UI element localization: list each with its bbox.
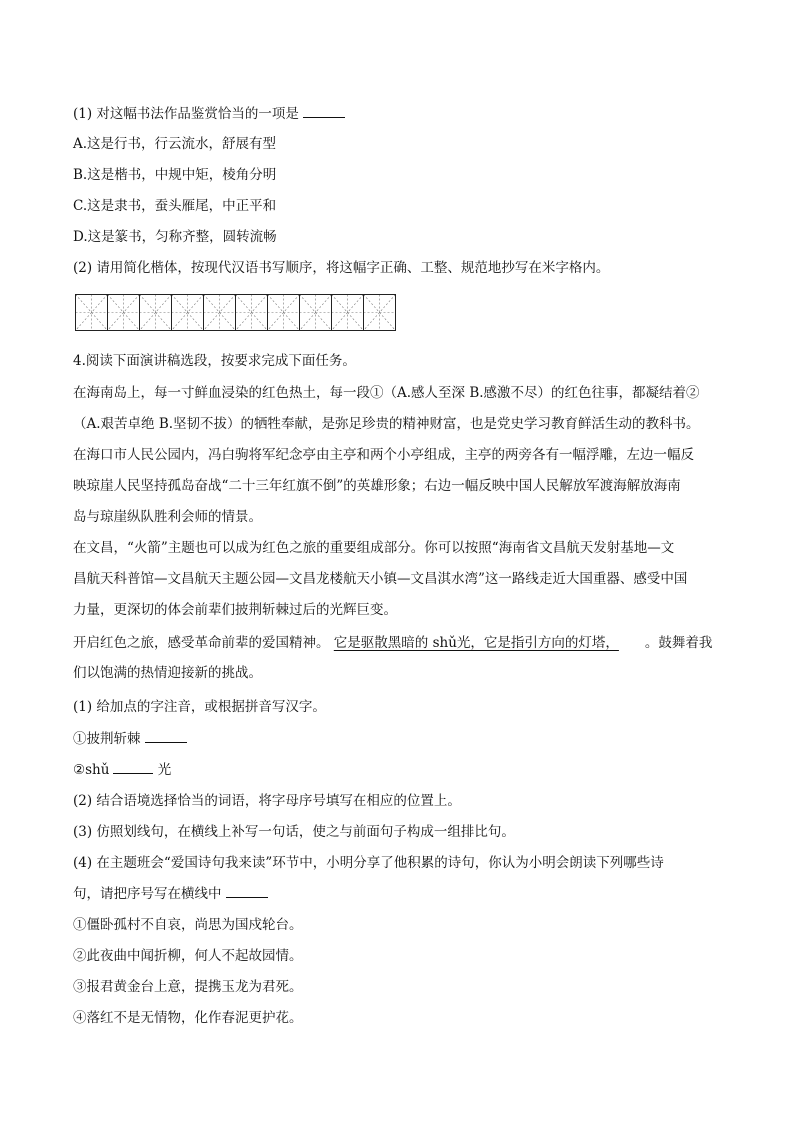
para2-line3: 力量，更深切的体会前辈们披荆斩棘过后的光辉巨变。 — [73, 602, 397, 618]
sub2-prompt: (2) 结合语境选择恰当的词语，将字母序号填写在相应的位置上。 — [73, 793, 461, 809]
para1-line2: （A.艰苦卓绝 B.坚韧不拔）的牺牲奉献，是弥足珍贵的精神财富，也是党史学习教育鲜活生动的教科书。 — [73, 416, 700, 432]
q3-part2: (2) 请用简化楷体，按现代汉语书写顺序，将这幅字正确、工整、规范地抄写在米字格内。 — [73, 260, 610, 276]
option-c: C.这是隶书，蚕头雁尾，中正平和 — [73, 198, 277, 214]
mizige-cell[interactable] — [364, 295, 396, 331]
sub4-prompt-line2 — [73, 884, 268, 904]
poem-3: ③报君黄金台上意，提携玉龙为君死。 — [73, 979, 303, 995]
q3-part1-text: (1) 对这幅书法作品鉴赏恰当的一项是 — [73, 106, 299, 122]
para3-text-a: 开启红色之旅，感受革命前辈的爱国精神。 — [73, 635, 330, 651]
sub1-item-a — [73, 729, 187, 749]
q4-title: 4.阅读下面演讲稿选段，按要求完成下面任务。 — [73, 353, 356, 369]
mizige-grid[interactable] — [75, 294, 397, 332]
mizige-cell[interactable] — [268, 295, 300, 331]
para3-line1 — [73, 633, 712, 653]
para3-line2: 们以饱满的热情迎接新的挑战。 — [73, 665, 262, 681]
para2-line1: 在文昌，“火箭”主题也可以成为红色之旅的重要组成部分。你可以按照“海南省文昌航天发射基地—文 — [73, 540, 675, 556]
sub1-item-b — [73, 760, 171, 780]
mizige-cell[interactable] — [204, 295, 236, 331]
mizige-cell[interactable] — [108, 295, 140, 331]
para1-line3: 在海口市人民公园内，冯白驹将军纪念亭由主亭和两个小亭组成，主亭的两旁各有一幅浮雕，左边一幅反 — [73, 447, 694, 463]
mizige-cell[interactable] — [76, 295, 108, 331]
para2-line2: 昌航天科普馆—文昌航天主题公园—文昌龙楼航天小镇—文昌淇水湾”这一路线走近大国重器、感受中国 — [73, 571, 688, 587]
sub1-item-b-pre: ②shǔ — [73, 762, 110, 778]
para1-line5: 岛与琼崖纵队胜利会师的情景。 — [73, 509, 262, 525]
sub1-item-a-text: ①披荆斩棘 — [73, 731, 141, 747]
answer-blank[interactable] — [303, 104, 345, 118]
poem-2: ②此夜曲中闻折柳，何人不起故园情。 — [73, 948, 303, 964]
answer-blank[interactable] — [226, 884, 268, 898]
mizige-cell[interactable] — [236, 295, 268, 331]
sub4-text: 句，请把序号写在横线中 — [73, 886, 222, 902]
sub1-item-b-post: 光 — [157, 762, 172, 778]
sub4-prompt-line1: (4) 在主题班会“爱国诗句我来读”环节中，小明分享了他积累的诗句，你认为小明会朗读下列哪些诗 — [73, 855, 664, 871]
underlined-sentence: 它是驱散黑暗的 shǔ光，它是指引方向的灯塔， — [333, 635, 619, 651]
option-d: D.这是篆书，匀称齐整，圆转流畅 — [73, 229, 277, 245]
sub3-prompt: (3) 仿照划线句，在横线上补写一句话，使之与前面句子构成一组排比句。 — [73, 824, 515, 840]
option-a: A.这是行书，行云流水，舒展有型 — [73, 136, 277, 152]
mizige-cell[interactable] — [332, 295, 364, 331]
answer-blank[interactable] — [145, 729, 187, 743]
poem-1: ①僵卧孤村不自哀，尚思为国戍轮台。 — [73, 917, 303, 933]
q3-part1-stem — [73, 104, 345, 124]
para1-line1: 在海南岛上，每一寸鲜血浸染的红色热土，每一段①（A.感人至深 B.感激不尽）的红色往事，都凝结着② — [73, 385, 700, 401]
mizige-cell[interactable] — [172, 295, 204, 331]
para1-line4: 映琼崖人民坚持孤岛奋战“二十三年红旗不倒”的英雄形象；右边一幅反映中国人民解放军渡海解放海南 — [73, 478, 681, 494]
poem-4: ④落红不是无情物，化作春泥更护花。 — [73, 1010, 303, 1026]
answer-blank[interactable] — [113, 760, 153, 774]
option-b: B.这是楷书，中规中矩，棱角分明 — [73, 167, 277, 183]
mizige-cell[interactable] — [140, 295, 172, 331]
para3-text-b: 。鼓舞着我 — [644, 635, 713, 651]
mizige-cell[interactable] — [300, 295, 332, 331]
sub1-prompt: (1) 给加点的字注音，或根据拼音写汉字。 — [73, 699, 326, 715]
